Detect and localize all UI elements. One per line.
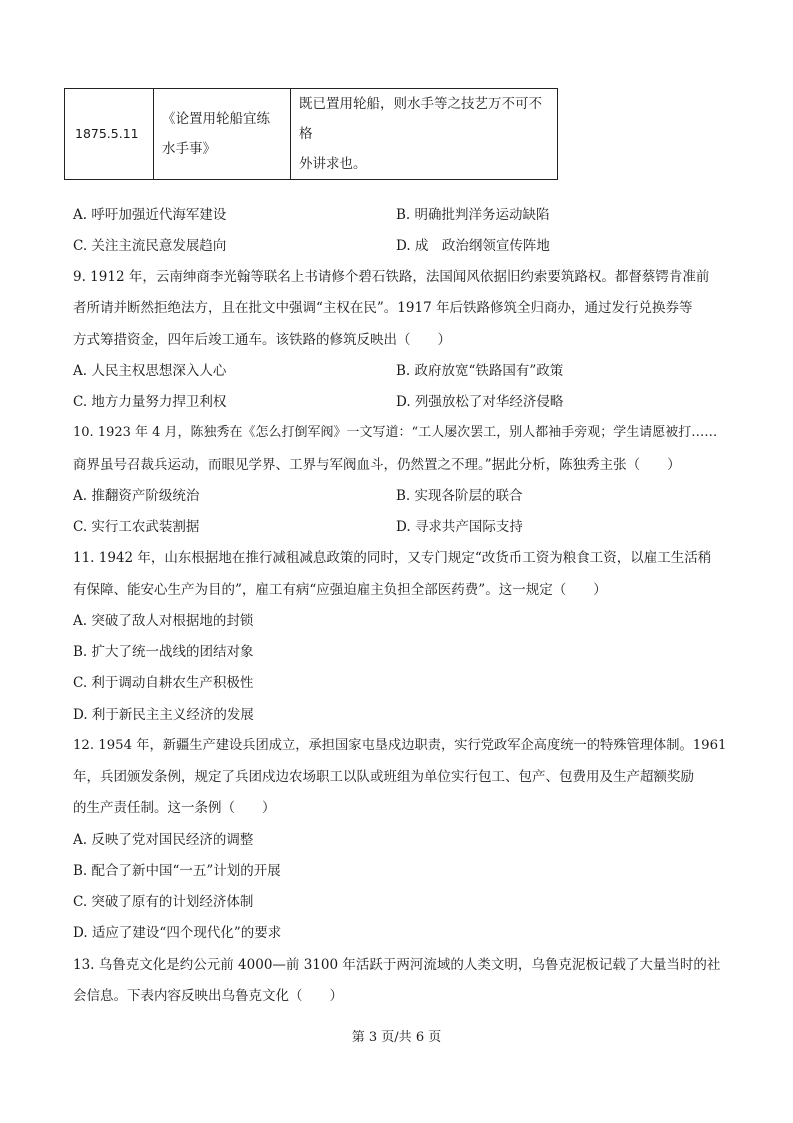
table-content-line2: 外讲求也。	[299, 156, 367, 172]
page-footer: 第 3 页/共 6 页	[351, 1030, 442, 1045]
q10-option-c: C. 实行工农武装割据	[73, 519, 200, 535]
q10-option-a: A. 推翻资产阶级统治	[73, 488, 200, 504]
q8-option-a: A. 呼吁加强近代海军建设	[73, 207, 227, 223]
q11-option-b: B. 扩大了统一战线的团结对象	[73, 644, 254, 660]
q8-option-c: C. 关注主流民意发展趋向	[73, 238, 227, 254]
source-table	[64, 88, 558, 180]
table-row	[65, 89, 558, 180]
q12-stem-line1: 12. 1954 年，新疆生产建设兵团成立，承担国家屯垦戍边职责，实行党政军企高度统一的特殊管理体制。1961	[73, 738, 727, 753]
q12-option-b: B. 配合了新中国“一五”计划的开展	[73, 863, 281, 879]
table-title-line2: 水手事》	[162, 141, 216, 157]
q10-stem-line1: 10. 1923 年 4 月，陈独秀在《怎么打倒军阀》一文写道：“工人屡次罢工，别人都袖手旁观；学生请愿被打……	[73, 425, 718, 440]
q10-option-d: D. 寻求共产国际支持	[396, 519, 523, 535]
q10-option-b: B. 实现各阶层的联合	[396, 488, 523, 504]
table-content-line1: 既已置用轮船，则水手等之技艺万不可不格	[299, 96, 542, 142]
q9-option-b: B. 政府放宽“铁路国有”政策	[396, 363, 564, 379]
q8-option-b: B. 明确批判洋务运动缺陷	[396, 207, 550, 223]
q12-stem-line3: 的生产责任制。这一条例（ ）	[73, 800, 276, 816]
q11-stem-line1: 11. 1942 年，山东根据地在推行减租减息政策的同时，又专门规定“改货币工资为粮食工资，以雇工生活稍	[73, 550, 712, 566]
q11-option-c: C. 利于调动自耕农生产积极性	[73, 675, 254, 691]
table-content-cell	[291, 89, 558, 180]
q9-stem-line1: 9. 1912 年，云南绅商李光翰等联名上书请修个碧石铁路，法国闻风依据旧约索要筑路权。都督蔡锷肯准前	[73, 269, 710, 285]
q12-option-d: D. 适应了建设“四个现代化”的要求	[73, 925, 282, 941]
q12-option-a: A. 反映了党对国民经济的调整	[73, 832, 254, 848]
q9-option-a: A. 人民主权思想深入人心	[73, 363, 227, 379]
q9-option-d: D. 列强放松了对华经济侵略	[396, 394, 564, 410]
table-title-line1: 《论置用轮船宜练	[162, 111, 270, 127]
table-date-cell: 1875.5.11	[65, 89, 154, 180]
q9-stem-line3: 方式筹措资金，四年后竣工通车。该铁路的修筑反映出（ ）	[73, 332, 451, 348]
q13-stem-line1: 13. 乌鲁克文化是约公元前 4000—前 3100 年活跃于两河流域的人类文明，乌鲁克泥板记载了大量当时的社	[73, 957, 721, 973]
table-title-cell	[154, 89, 291, 180]
q11-stem-line2: 有保障、能安心生产为目的”，雇工有病“应强迫雇主负担全部医药费”。这一规定（ ）	[73, 582, 607, 598]
q12-option-c: C. 突破了原有的计划经济体制	[73, 894, 254, 910]
q9-option-c: C. 地方力量努力捍卫利权	[73, 394, 227, 410]
q13-stem-line2: 会信息。下表内容反映出乌鲁克文化（ ）	[73, 988, 343, 1004]
q12-stem-line2: 年，兵团颁发条例，规定了兵团戍边农场职工以队或班组为单位实行包工、包产、包费用及生产超额奖励	[73, 769, 694, 785]
q9-stem-line2: 者所请并断然拒绝法方，且在批文中强调“主权在民”。1917 年后铁路修筑全归商办，通过发行兑换券等	[73, 300, 693, 316]
q11-option-a: A. 突破了敌人对根据地的封锁	[73, 613, 254, 629]
q11-option-d: D. 利于新民主主义经济的发展	[73, 707, 254, 723]
q10-stem-line2: 商界虽号召裁兵运动，而眼见学界、工界与军阀血斗，仍然置之不理。”据此分析，陈独秀主张（ ）	[73, 457, 681, 473]
q8-option-d: D. 成 政治纲领宣传阵地	[396, 238, 550, 254]
